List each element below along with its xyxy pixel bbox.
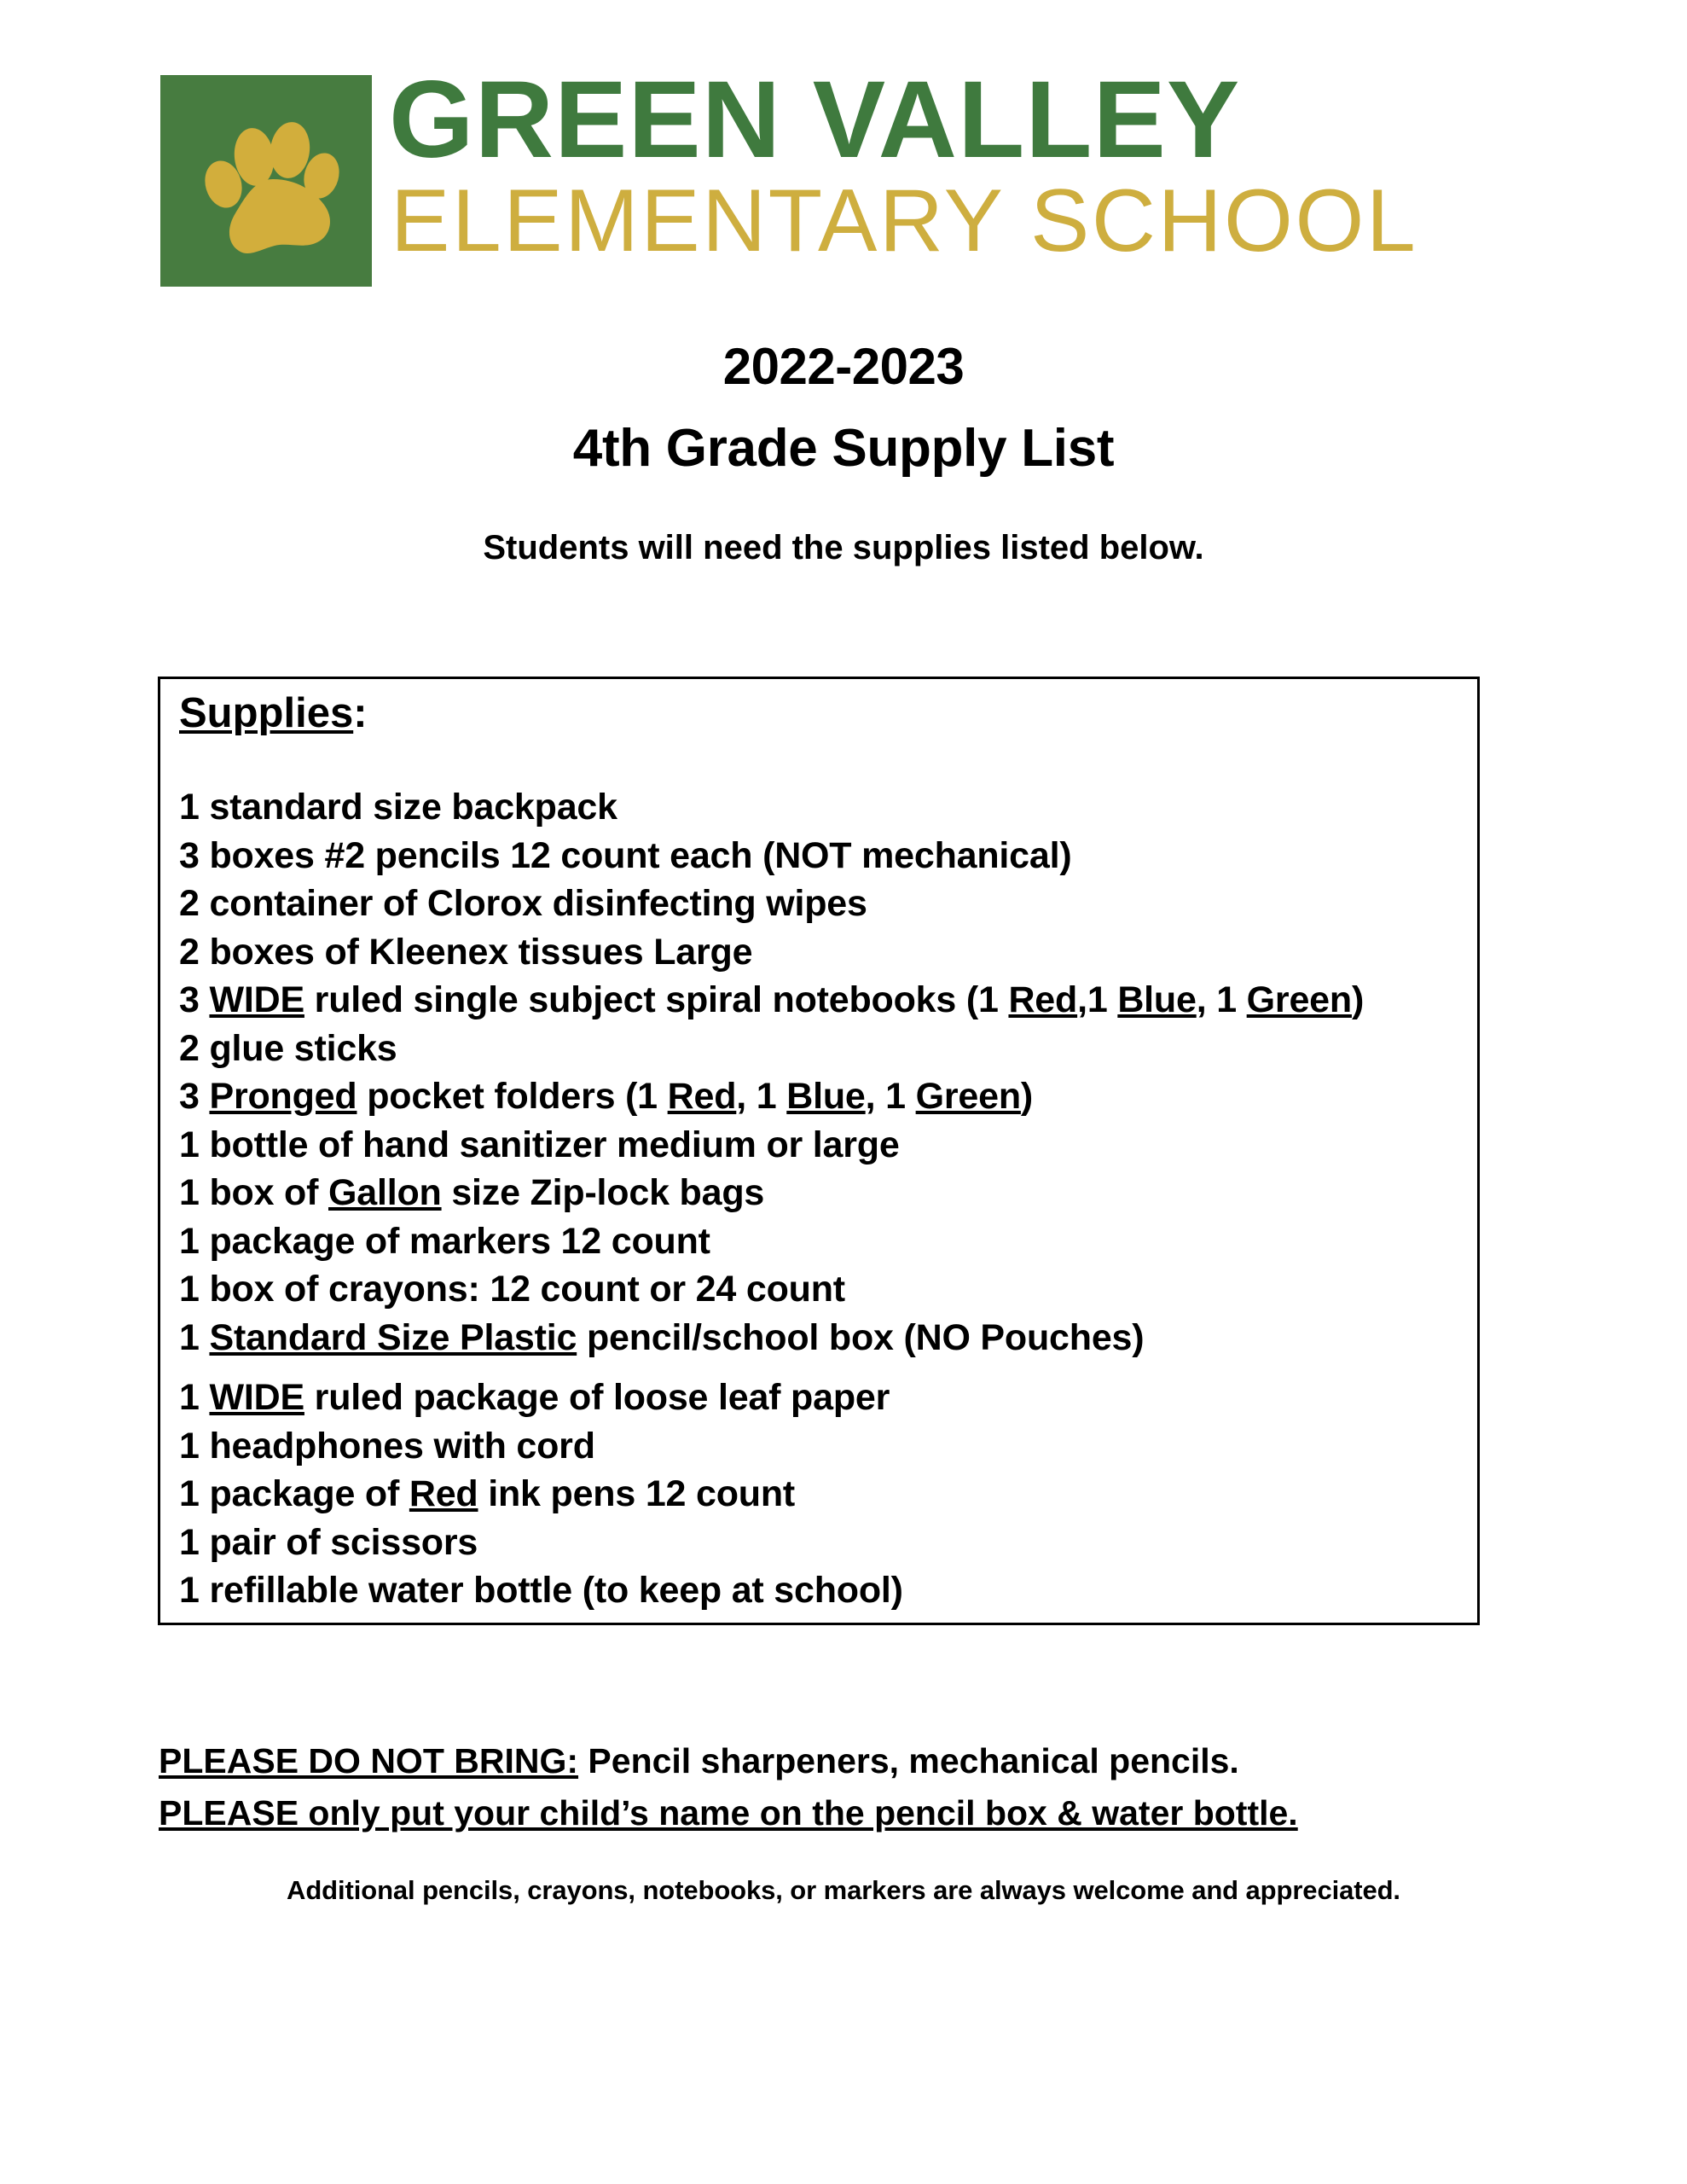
supply-text: , 1 [1196,979,1247,1020]
school-logo [160,59,1491,293]
supply-text: 1 package of markers 12 count [179,1220,710,1262]
supply-text: ink pens 12 count [478,1473,796,1514]
supply-emphasis: Green [1246,979,1352,1020]
supply-item [179,880,1480,928]
school-year: 2022-2023 [722,338,965,395]
page-subtitle: Students will need the supplies listed below. [483,529,1204,566]
supply-item [179,1470,1480,1519]
supply-item [179,783,1480,832]
supply-text: pocket folders (1 [357,1076,668,1117]
footnote-donations: Additional pencils, crayons, notebooks, or markers are always welcome and appreciated. [287,1875,1400,1905]
note-label-items: PLEASE only put your child’s name on the pencil box & water bottle. [159,1793,1298,1833]
footer-notes [159,1735,1609,1839]
supply-text: 1 box of [179,1172,328,1213]
supply-item [179,1265,1480,1314]
supply-item [179,1314,1480,1362]
supply-text: 1 bottle of hand sanitizer medium or large [179,1124,900,1165]
supply-text: ruled package of loose leaf paper [304,1377,890,1418]
supply-item [179,1374,1480,1422]
page-title: 4th Grade Supply List [572,419,1115,478]
supply-text: ,1 [1077,979,1118,1020]
supply-text: 1 headphones with cord [179,1425,595,1467]
supplies-heading-colon: : [353,690,368,736]
supply-item [179,1121,1480,1170]
supply-item [179,832,1480,880]
supply-emphasis: Green [915,1076,1021,1117]
supplies-heading-word: Supplies [179,690,354,736]
supply-text: 1 package of [179,1473,409,1514]
supply-text: size Zip-lock bags [441,1172,765,1213]
supply-text: ruled single subject spiral notebooks (1 [304,979,1009,1020]
supply-emphasis: WIDE [209,979,304,1020]
supply-text: , 1 [736,1076,787,1117]
supply-text: 3 [179,979,210,1020]
supply-item [179,1566,1480,1615]
supply-text: 1 [179,1316,210,1358]
note-do-not-bring-rest: Pencil sharpeners, mechanical pencils. [578,1741,1239,1780]
supply-text: 1 standard size backpack [179,787,617,828]
supply-text: 1 box of crayons: 12 count or 24 count [179,1269,845,1310]
note-do-not-bring-label: PLEASE DO NOT BRING: [159,1741,579,1780]
supply-text: 3 [179,1076,210,1117]
logo-wordmark [389,56,1489,295]
logo-line-elementary-school: ELEMENTARY SCHOOL [391,171,1418,270]
supply-emphasis: Red [1008,979,1078,1020]
supply-emphasis: Red [409,1473,478,1514]
supply-item [179,1217,1480,1266]
paw-print-icon [160,75,372,287]
supply-text: pencil/school box (NO Pouches) [577,1316,1145,1358]
supply-emphasis: Pronged [209,1076,357,1117]
supply-text: 1 refillable water bottle (to keep at school) [179,1570,903,1611]
supply-item [179,1422,1480,1471]
supply-text: 1 pair of scissors [179,1521,478,1563]
supply-item [179,1025,1480,1073]
supply-emphasis: Blue [1117,979,1197,1020]
supply-text: 1 [179,1377,210,1418]
logo-line-green-valley: GREEN VALLEY [389,59,1241,181]
supply-item [179,928,1480,977]
supply-item [179,1169,1480,1217]
supply-emphasis: Standard Size Plastic [209,1316,577,1358]
supply-emphasis: Blue [786,1076,866,1117]
supply-text: 3 boxes #2 pencils 12 count each (NOT mechanical) [179,834,1072,876]
supplies-heading [179,689,368,737]
note-do-not-bring [159,1735,1609,1787]
supply-item [179,1519,1480,1567]
supply-emphasis: Gallon [328,1172,442,1213]
supply-emphasis: WIDE [209,1377,304,1418]
supply-emphasis: Red [667,1076,737,1117]
supply-text: 2 glue sticks [179,1027,397,1069]
supplies-list [179,783,1480,1615]
supply-text: 2 container of Clorox disinfecting wipes [179,883,867,924]
supplies-box [158,677,1480,1625]
supply-text: ) [1020,1076,1034,1117]
supply-item [179,976,1480,1025]
supply-text: 2 boxes of Kleenex tissues Large [179,931,753,973]
supply-item [179,1072,1480,1121]
supply-text: ) [1351,979,1365,1020]
supply-text: , 1 [865,1076,916,1117]
